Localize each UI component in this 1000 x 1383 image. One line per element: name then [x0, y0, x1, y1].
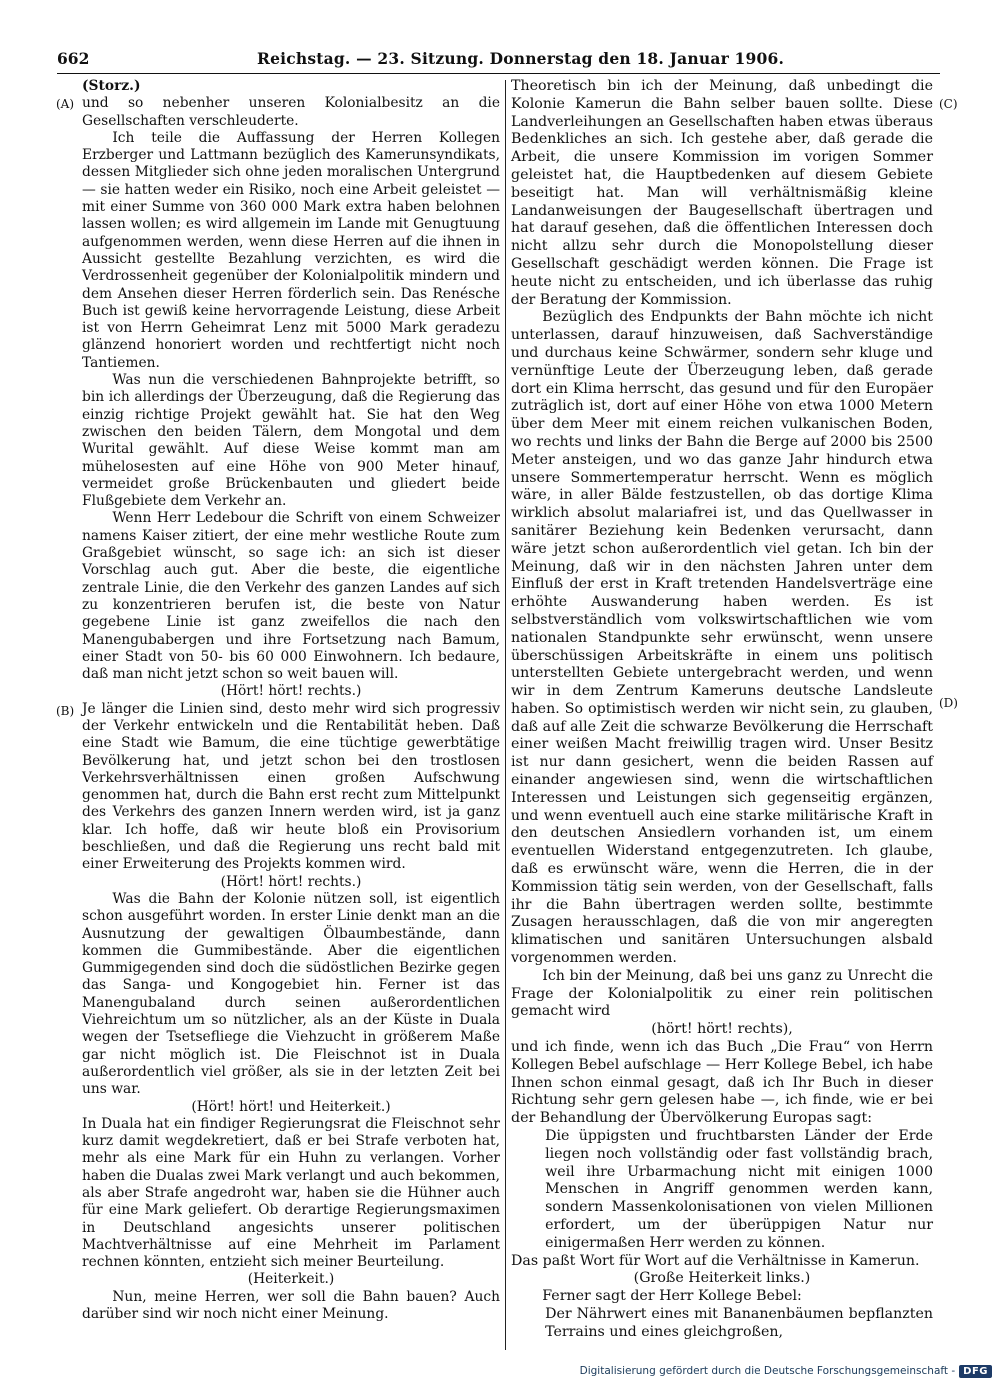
header-rule [57, 73, 940, 74]
interjection: (Hört! hört! und Heiterkeit.) [191, 1098, 391, 1115]
paragraph: und ich finde, wenn ich das Buch „Die Frau“ von Herrn Kollegen Bebel aufschlage — Herr Kollege Bebel, ich habe Ihnen schon einmal gesagt, daß ich Ihr Buch in dieser Richtung sehr gern gelesen habe —, ich finde, wie er bei der Behandlung der Übervölkerung Europas sagt: [511, 1039, 933, 1127]
interjection: (Große Heiterkeit links.) [633, 1270, 811, 1287]
paragraph: Ich teile die Auffassung der Herren Kollegen Erzberger und Lattmann bezüglich des Kamerunsyndikats, dessen Mitglieder sich ohne jeden moralischen Untergrund — sie hatten weder ein Risiko, noch eine Arbeit geleistet — mit einer Summe von 360 000 Mark extra haben belohnen lassen wollen; es wird allgemein im Lande mit Genugtuung aufgenommen werden, wenn diese Herren auf die ihnen in Aussicht gestellte Bezahlung verzichten, es wird die Verdrossenheit gegenüber der Kolonialpolitik mindern und dem Ansehen dieser Herren förderlich sein. Das Renésche Buch ist gewiß keine hervorragende Leistung, diese Arbeit ist von Herrn Geheimrat Lenz mit 5000 Mark geradezu glänzend honoriert worden und rechtfertigt nicht noch Tantiemen. [82, 129, 500, 371]
page-number: 662 [57, 49, 90, 68]
left-column [82, 78, 500, 1323]
column-divider [505, 80, 506, 1350]
paragraph: Das paßt Wort für Wort auf die Verhältnisse in Kamerun. [511, 1252, 920, 1269]
paragraph: Wenn Herr Ledebour die Schrift von einem Schweizer namens Kaiser zitiert, der eine mehr westliche Route zum Graßgebiet wünscht, so sage ich: an sich ist dieser Vorschlag auch gut. Aber die beste, die eigentliche zentrale Linie, die den Verkehr des ganzen Landes auf sich zu konzentrieren berufen ist, die beste von Natur gegebene Linie ist ganz zweifellos die nach den Manengubabergen und ihre Fortsetzung nach Bamum, einer Stadt von 50- bis 60 000 Einwohnern. Ich bedaure, daß man nicht jetzt schon so weit bauen will. [82, 510, 500, 683]
margin-marker-c: (C) [939, 97, 958, 111]
digitization-credit [580, 1361, 992, 1381]
paragraph: und so nebenher unseren Kolonialbesitz an die Gesellschaften verschleuderte. [82, 95, 500, 129]
page-title: Reichstag. — 23. Sitzung. Donnerstag den 18. Januar 1906. [257, 49, 785, 68]
paragraph: Was die Bahn der Kolonie nützen soll, ist eigentlich schon ausgeführt worden. In erster Linie denkt man an die Ausnutzung der gewaltigen Ölbaumbestände, dann kommen die Gummibestände. Aber die eigentlichen Gummigegenden sind doch die südöstlichen Bezirke gegen das Sanga- und Kongogebiet hin. Ferner ist das Manengubaland durch seinen außerordentlichen Viehreichtum um so nützlicher, als an der Küste in Duala wegen der Tsetsefliege die Viehzucht in größerem Maße gar nicht möglich ist. Die Fleischnot ist in Duala außerordentlich viel größer, als sie in der letzten Zeit bei uns war. [82, 890, 500, 1098]
interjection: (hört! hört! rechts), [651, 1021, 793, 1038]
interjection: (Heiterkeit.) [247, 1271, 335, 1288]
paragraph: Was nun die verschiedenen Bahnprojekte betrifft, so bin ich allerdings der Überzeugung, daß die Regierung das einzig richtige Projekt gewählt hat. Sie hat den Weg zwischen den beiden Tälern, dem Mongotal und dem Wurital gewählt. Auf diese Weise kommt man am mühelosesten auf eine Höhe von 900 Meter hinauf, vermeidet große Brückenbauten und gliedert beide Flußgebiete dem Verkehr an. [82, 372, 500, 510]
quotation: Die üppigsten und fruchtbarsten Länder der Erde liegen noch vollständig oder fast vollständig brach, weil ihre Urbarmachung nicht mit einigen 1000 Menschen in Angriff genommen werden kann, sondern Massenkolonisationen von vielen Millionen erfordert, um der überüppigen Natur nur einigermaßen Herr werden zu können. [545, 1128, 933, 1251]
interjection: (Hört! hört! rechts.) [220, 683, 362, 700]
paragraph: Theoretisch bin ich der Meinung, daß unbedingt die Kolonie Kamerun die Bahn selber bauen sollte. Diese Landverleihungen an Gesellschaften haben etwas überaus Bedenkliches an sich. Ich gestehe aber, daß gerade die Arbeit, die unsere Kommission im vorigen Sommer geleistet hat, die Hauptbedenken auf diesem Gebiete beseitigt hat. Man will verhältnismäßig kleine Landanweisungen der Baugesellschaft übertragen und hat darauf gesehen, daß die öffentlichen Interessen doch nicht allzu sehr durch die Monopolstellung dieser Gesellschaft geschädigt werden können. Die Frage ist heute nicht zu entscheiden, und ich überlasse das ruhig der Beratung der Kommission. [511, 78, 933, 308]
margin-marker-b: (B) [56, 704, 75, 718]
paragraph: Je länger die Linien sind, desto mehr wird sich progressiv der Verkehr entwickeln und die Rentabilität heben. Daß eine Stadt wie Bamum, die eine tüchtige gewerbtätige Bevölkerung hat, und jetzt schon bei den trostlosen Verkehrsverhältnissen einen großen Aufschwung genommen hat, durch die Bahn erst recht zum Mittelpunkt des Verkehrs des ganzen Innern werden wird, ist ja ganz klar. Ich hoffe, daß wir heute bloß ein Provisorium beschließen, und daß die Regierung uns recht bald mit einer Erweiterung des Projekts kommen wird. [82, 700, 500, 873]
margin-marker-d: (D) [939, 696, 958, 710]
page-header [57, 46, 940, 72]
paragraph: Ich bin der Meinung, daß bei uns ganz zu Unrecht die Frage der Kolonialpolitik zu einer rein politischen gemacht wird [511, 967, 933, 1020]
quotation: Der Nährwert eines mit Bananenbäumen bepflanzten Terrains und eines gleichgroßen, [545, 1305, 933, 1340]
right-column [511, 78, 933, 1342]
paragraph: Ferner sagt der Herr Kollege Bebel: [542, 1288, 802, 1305]
dfg-logo: DFG [959, 1365, 992, 1378]
credit-text: Digitalisierung gefördert durch die Deutsche Forschungsgemeinschaft - [579, 1365, 956, 1377]
paragraph: Bezüglich des Endpunkts der Bahn möchte ich nicht unterlassen, darauf hinzuweisen, daß Sachverständige und durchaus keine Schwärmer, sondern sehr kluge und vernünftige Leute der Überzeugung leben, daß gerade dort ein Klima herrscht, das gesund und für den Europäer zuträglich ist, dort auf einer Höhe von etwa 1000 Metern über dem Meer mit einem reichen vulkanischen Boden, wo rechts und links der Bahn die Berge auf 2000 bis 2500 Meter ansteigen, und wo das ganze Jahr hindurch etwa unsere Sommertemperatur herrscht. Wenn es möglich wäre, in aller Bälde festzustellen, ob das dortige Klima wirklich absolut malariafrei ist, und das Quellwasser in sanitärer Beziehung kein Bedenken verursacht, dann wäre jetzt schon außerordentlich viel getan. Ich bin der Meinung, daß wir in den nächsten Jahren unter dem Einfluß der erst in Kraft tretenden Handelsverträge eine erhöhte Auswanderung haben werden. Es ist selbstverständlich vom volkswirtschaftlichen wie vom nationalen Standpunkte sehr erwünscht, wenn unsere überschüssigen Arbeitskräfte in einem uns politisch unterstellten Gebiete untergebracht werden, und wenn wir in dem Zentrum Kameruns deutsche Landsleute haben. So optimistisch werden wir nicht sein, zu glauben, daß auf alle Zeit die schwarze Bevölkerung die Herrschaft einer weißen Macht freiwillig tragen wird. Unser Besitz ist nur dann gesichert, wenn die beiden Rassen auf einander angewiesen sind, wenn die wirtschaftlichen Interessen und Leistungen sich gegenseitig ergänzen, und wenn eventuell auch eine starke militärische Kraft in den deutschen Ansiedlern vorhanden ist, um einem eventuellen Widerstand entgegenzutreten. Ich glaube, daß es erwünscht wäre, wenn die Herren, die in der Kommission tätig sein werden, von der Gesellschaft, falls ihr die Bahn übertragen werden sollte, bestimmte Zusagen herausschlagen, daß die von mir angeregten klimatischen und sanitären Untersuchungen alsbald vorgenommen werden. [511, 309, 933, 967]
margin-marker-a: (A) [56, 97, 75, 111]
paragraph: In Duala hat ein findiger Regierungsrat die Fleischnot sehr kurz damit wegdekretiert, daß er bei Strafe verboten hat, mehr als eine Mark für ein Huhn zu verlangen. Vorher haben die Dualas zwei Mark verlangt und auch bekommen, als aber Strafe angedroht war, haben sie die Hühner auch für eine Mark geliefert. Ob derartige Regierungsmaximen in Deutschland angesichts unserer politischen Machtverhältnisse auf eine Mehrheit im Parlament rechnen könnten, entzieht sich meiner Beurteilung. [82, 1115, 500, 1271]
paragraph: Nun, meine Herren, wer soll die Bahn bauen? Auch darüber sind wir noch nicht einer Meinung. [82, 1288, 500, 1323]
speaker-name: (Storz.) [82, 78, 141, 94]
interjection: (Hört! hört! rechts.) [220, 873, 362, 890]
